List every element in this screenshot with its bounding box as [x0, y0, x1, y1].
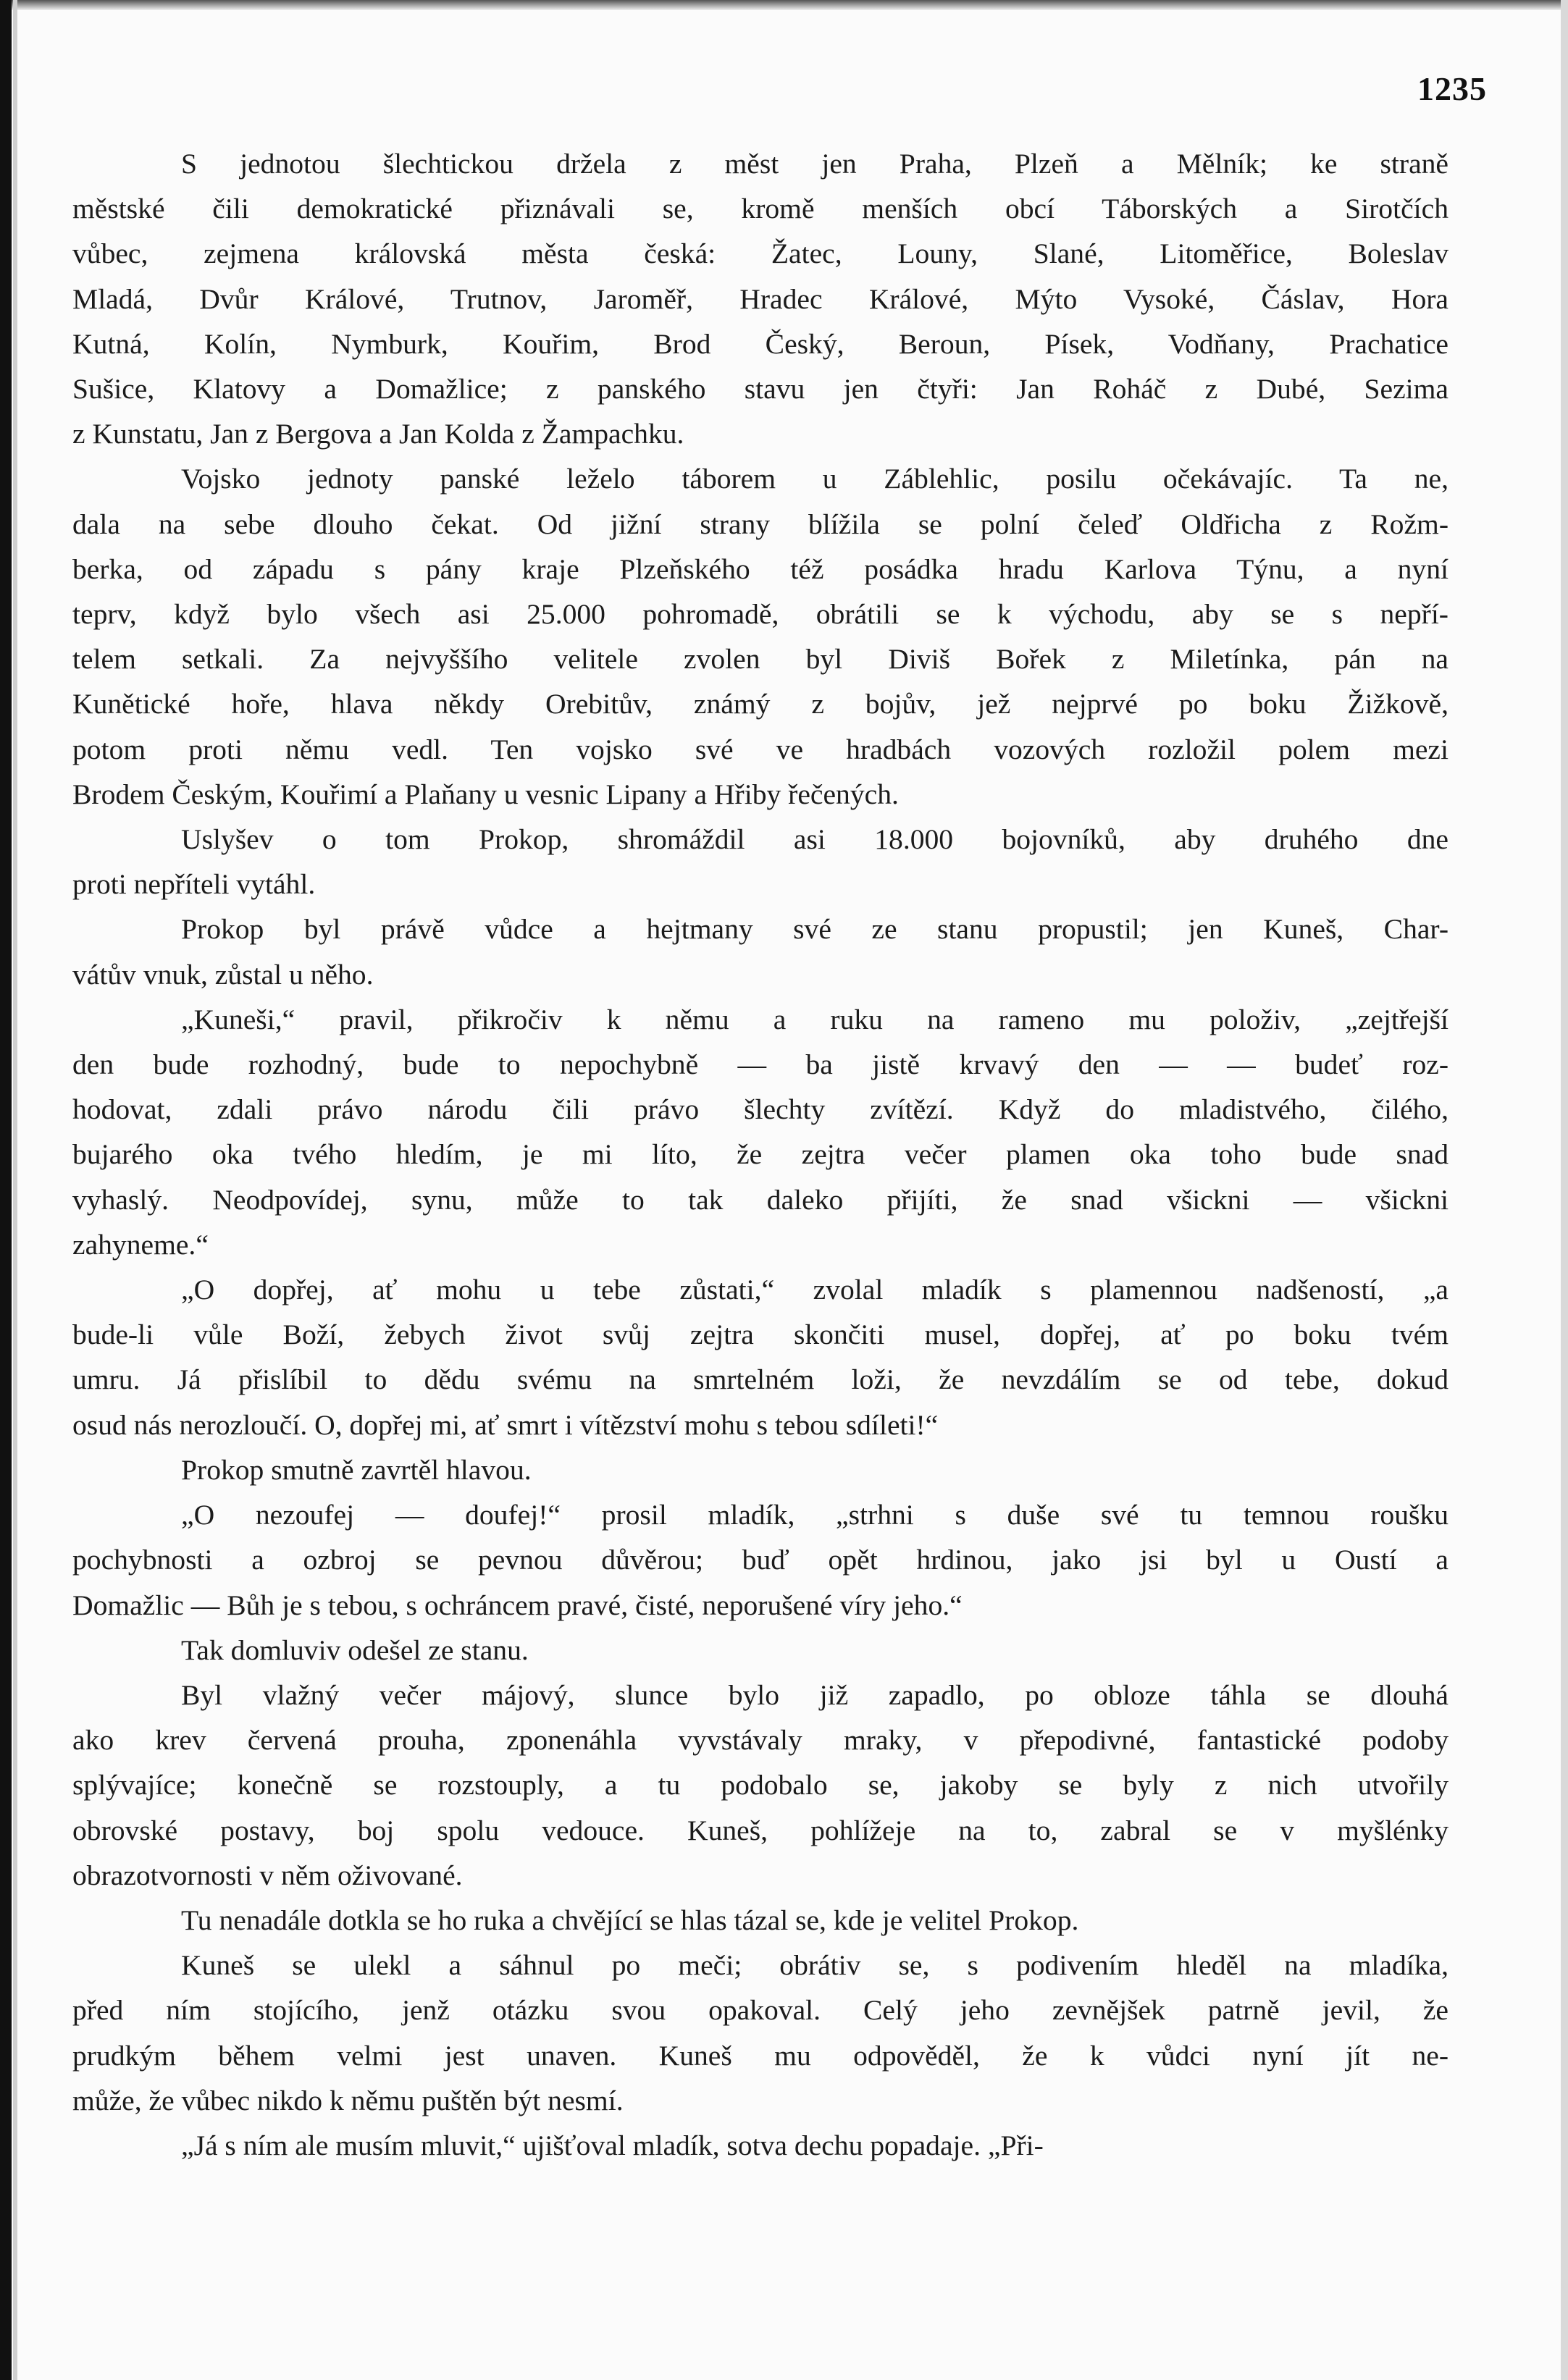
- text-line: bude-li vůle Boží, žebych život svůj zejtra skončiti musel, dopřej, ať po boku tvém: [72, 1319, 1448, 1351]
- text-line: vyhaslý. Neodpovídej, synu, může to tak daleko přijíti, že snad všickni — všickni: [72, 1183, 1448, 1216]
- text-line: „Kuneši,“ pravil, přikročiv k němu a ruku na rameno mu položiv, „zejtřejší: [181, 1003, 1448, 1035]
- paragraph: [72, 141, 1448, 456]
- text-line: Tu nenadále dotkla se ho ruka a chvějící se hlas tázal se, kde je velitel Prokop.: [181, 1904, 1079, 1936]
- text-line: Prokop byl právě vůdce a hejtmany své ze stanu propustil; jen Kuneš, Char-: [181, 913, 1448, 946]
- text-line: umru. Já přislíbil to dědu svému na smrtelném loži, že nevzdálím se od tebe, dokud: [72, 1363, 1448, 1396]
- paragraph: [72, 456, 1448, 817]
- paragraph: [72, 1628, 1448, 1673]
- paragraph: [72, 1267, 1448, 1447]
- page-number: 1235: [1417, 70, 1487, 107]
- text-line: vůbec, zejmena královská města česká: Žatec, Louny, Slané, Litoměřice, Boleslav: [72, 237, 1448, 270]
- text-line: splývajíce; konečně se rozstouply, a tu podobalo se, jakoby se byly z nich utvořily: [72, 1769, 1448, 1801]
- text-line: Kuneš se ulekl a sáhnul po meči; obrátiv se, s podivením hleděl na mladíka,: [181, 1949, 1448, 1982]
- paragraph: [72, 817, 1448, 907]
- paragraph: [72, 1943, 1448, 2123]
- paragraph: [72, 1447, 1448, 1492]
- paragraph: [72, 997, 1448, 1267]
- text-line: „O dopřej, ať mohu u tebe zůstati,“ zvolal mladík s plamennou nadšeností, „a: [181, 1274, 1448, 1306]
- text-line: Byl vlažný večer májový, slunce bylo již zapadlo, po obloze táhla se dlouhá: [181, 1678, 1448, 1711]
- text-line: „Já s ním ale musím mluvit,“ ujišťoval mladík, sotva dechu popadaje. „Při-: [181, 2129, 1044, 2161]
- text-line: městské čili demokratické přiznávali se, kromě menších obcí Táborských a Sirotčích: [72, 193, 1448, 225]
- text-line: obrovské postavy, boj spolu vedouce. Kuneš, pohlížeje na to, zabral se v myšlénky: [72, 1814, 1448, 1846]
- text-line: bujarého oka tvého hledím, je mi líto, že zejtra večer plamen oka toho bude snad: [72, 1138, 1448, 1171]
- text-line: teprv, když bylo všech asi 25.000 pohromadě, obrátili se k východu, aby se s nepří-: [72, 598, 1448, 631]
- paragraph: [72, 1492, 1448, 1628]
- text-line: Sušice, Klatovy a Domažlice; z panského stavu jen čtyři: Jan Roháč z Dubé, Sezima: [72, 373, 1448, 405]
- text-line: z Kunstatu, Jan z Bergova a Jan Kolda z Žampachku.: [72, 418, 684, 450]
- text-line: berka, od západu s pány kraje Plzeňského též posádka hradu Karlova Týnu, a nyní: [72, 552, 1448, 585]
- page-right-edge: [1561, 0, 1568, 2380]
- paragraph: [72, 1898, 1448, 1943]
- text-line: Prokop smutně zavrtěl hlavou.: [181, 1453, 532, 1486]
- text-line: obrazotvornosti v něm oživované.: [72, 1859, 463, 1891]
- text-line: pochybnosti a ozbroj se pevnou důvěrou; buď opět hrdinou, jako jsi byl u Oustí a: [72, 1544, 1448, 1576]
- text-line: Kutná, Kolín, Nymburk, Kouřim, Brod Český, Beroun, Písek, Vodňany, Prachatice: [72, 327, 1448, 360]
- text-line: osud nás nerozloučí. O, dopřej mi, ať smrt i vítězství mohu s tebou sdíleti!“: [72, 1408, 939, 1441]
- paragraph: [72, 907, 1448, 996]
- text-line: Domažlic — Bůh je s tebou, s ochráncem pravé, čisté, neporušené víry jeho.“: [72, 1589, 963, 1621]
- text-line: Kunětické hoře, hlava někdy Orebitův, známý z bojův, jež nejprvé po boku Žižkově,: [72, 688, 1448, 720]
- text-line: hodovat, zdali právo národu čili právo šlechty zvítězí. Když do mladistvého, čilého,: [72, 1093, 1448, 1126]
- text-line: vátův vnuk, zůstal u něho.: [72, 958, 374, 991]
- text-line: prudkým během velmi jest unaven. Kuneš mu odpověděl, že k vůdci nyní jít ne-: [72, 2039, 1448, 2072]
- text-line: Mladá, Dvůr Králové, Trutnov, Jaroměř, Hradec Králové, Mýto Vysoké, Čáslav, Hora: [72, 282, 1448, 315]
- page-binding-edge: [0, 0, 12, 2380]
- text-line: „O nezoufej — doufej!“ prosil mladík, „strhni s duše své tu temnou roušku: [181, 1499, 1448, 1531]
- text-line: Tak domluviv odešel ze stanu.: [181, 1633, 529, 1666]
- text-line: Uslyšev o tom Prokop, shromáždil asi 18.000 bojovníků, aby druhého dne: [181, 823, 1448, 856]
- text-line: den bude rozhodný, bude to nepochybně — ba jistě krvavý den — — budeť roz-: [72, 1048, 1448, 1081]
- text-line: dala na sebe dlouho čekat. Od jižní strany blížila se polní čeleď Oldřicha z Rožm-: [72, 508, 1448, 540]
- text-line: zahyneme.“: [72, 1228, 209, 1261]
- paragraph: [72, 2123, 1448, 2168]
- text-line: S jednotou šlechtickou držela z měst jen Praha, Plzeň a Mělník; ke straně: [181, 148, 1448, 180]
- body-text: [72, 141, 1448, 2168]
- text-line: proti nepříteli vytáhl.: [72, 868, 316, 901]
- text-line: Vojsko jednoty panské leželo táborem u Záblehlic, posilu očekávajíc. Ta ne,: [181, 463, 1448, 495]
- text-line: Brodem Českým, Kouřimí a Plaňany u vesnic Lipany a Hřiby řečených.: [72, 778, 899, 810]
- paragraph: [72, 1673, 1448, 1898]
- page-top-edge: [0, 0, 1568, 10]
- page-binding-shadow: [13, 0, 17, 2380]
- text-line: telem setkali. Za nejvyššího velitele zvolen byl Diviš Bořek z Miletínka, pán na: [72, 643, 1448, 676]
- text-line: potom proti němu vedl. Ten vojsko své ve hradbách vozových rozložil polem mezi: [72, 733, 1448, 765]
- text-line: může, že vůbec nikdo k němu puštěn být nesmí.: [72, 2084, 624, 2116]
- text-line: ako krev červená prouha, zponenáhla vyvstávaly mraky, v přepodivné, fantastické podoby: [72, 1724, 1448, 1757]
- text-line: před ním stojícího, jenž otázku svou opakoval. Celý jeho zevnějšek patrně jevil, že: [72, 1994, 1448, 2027]
